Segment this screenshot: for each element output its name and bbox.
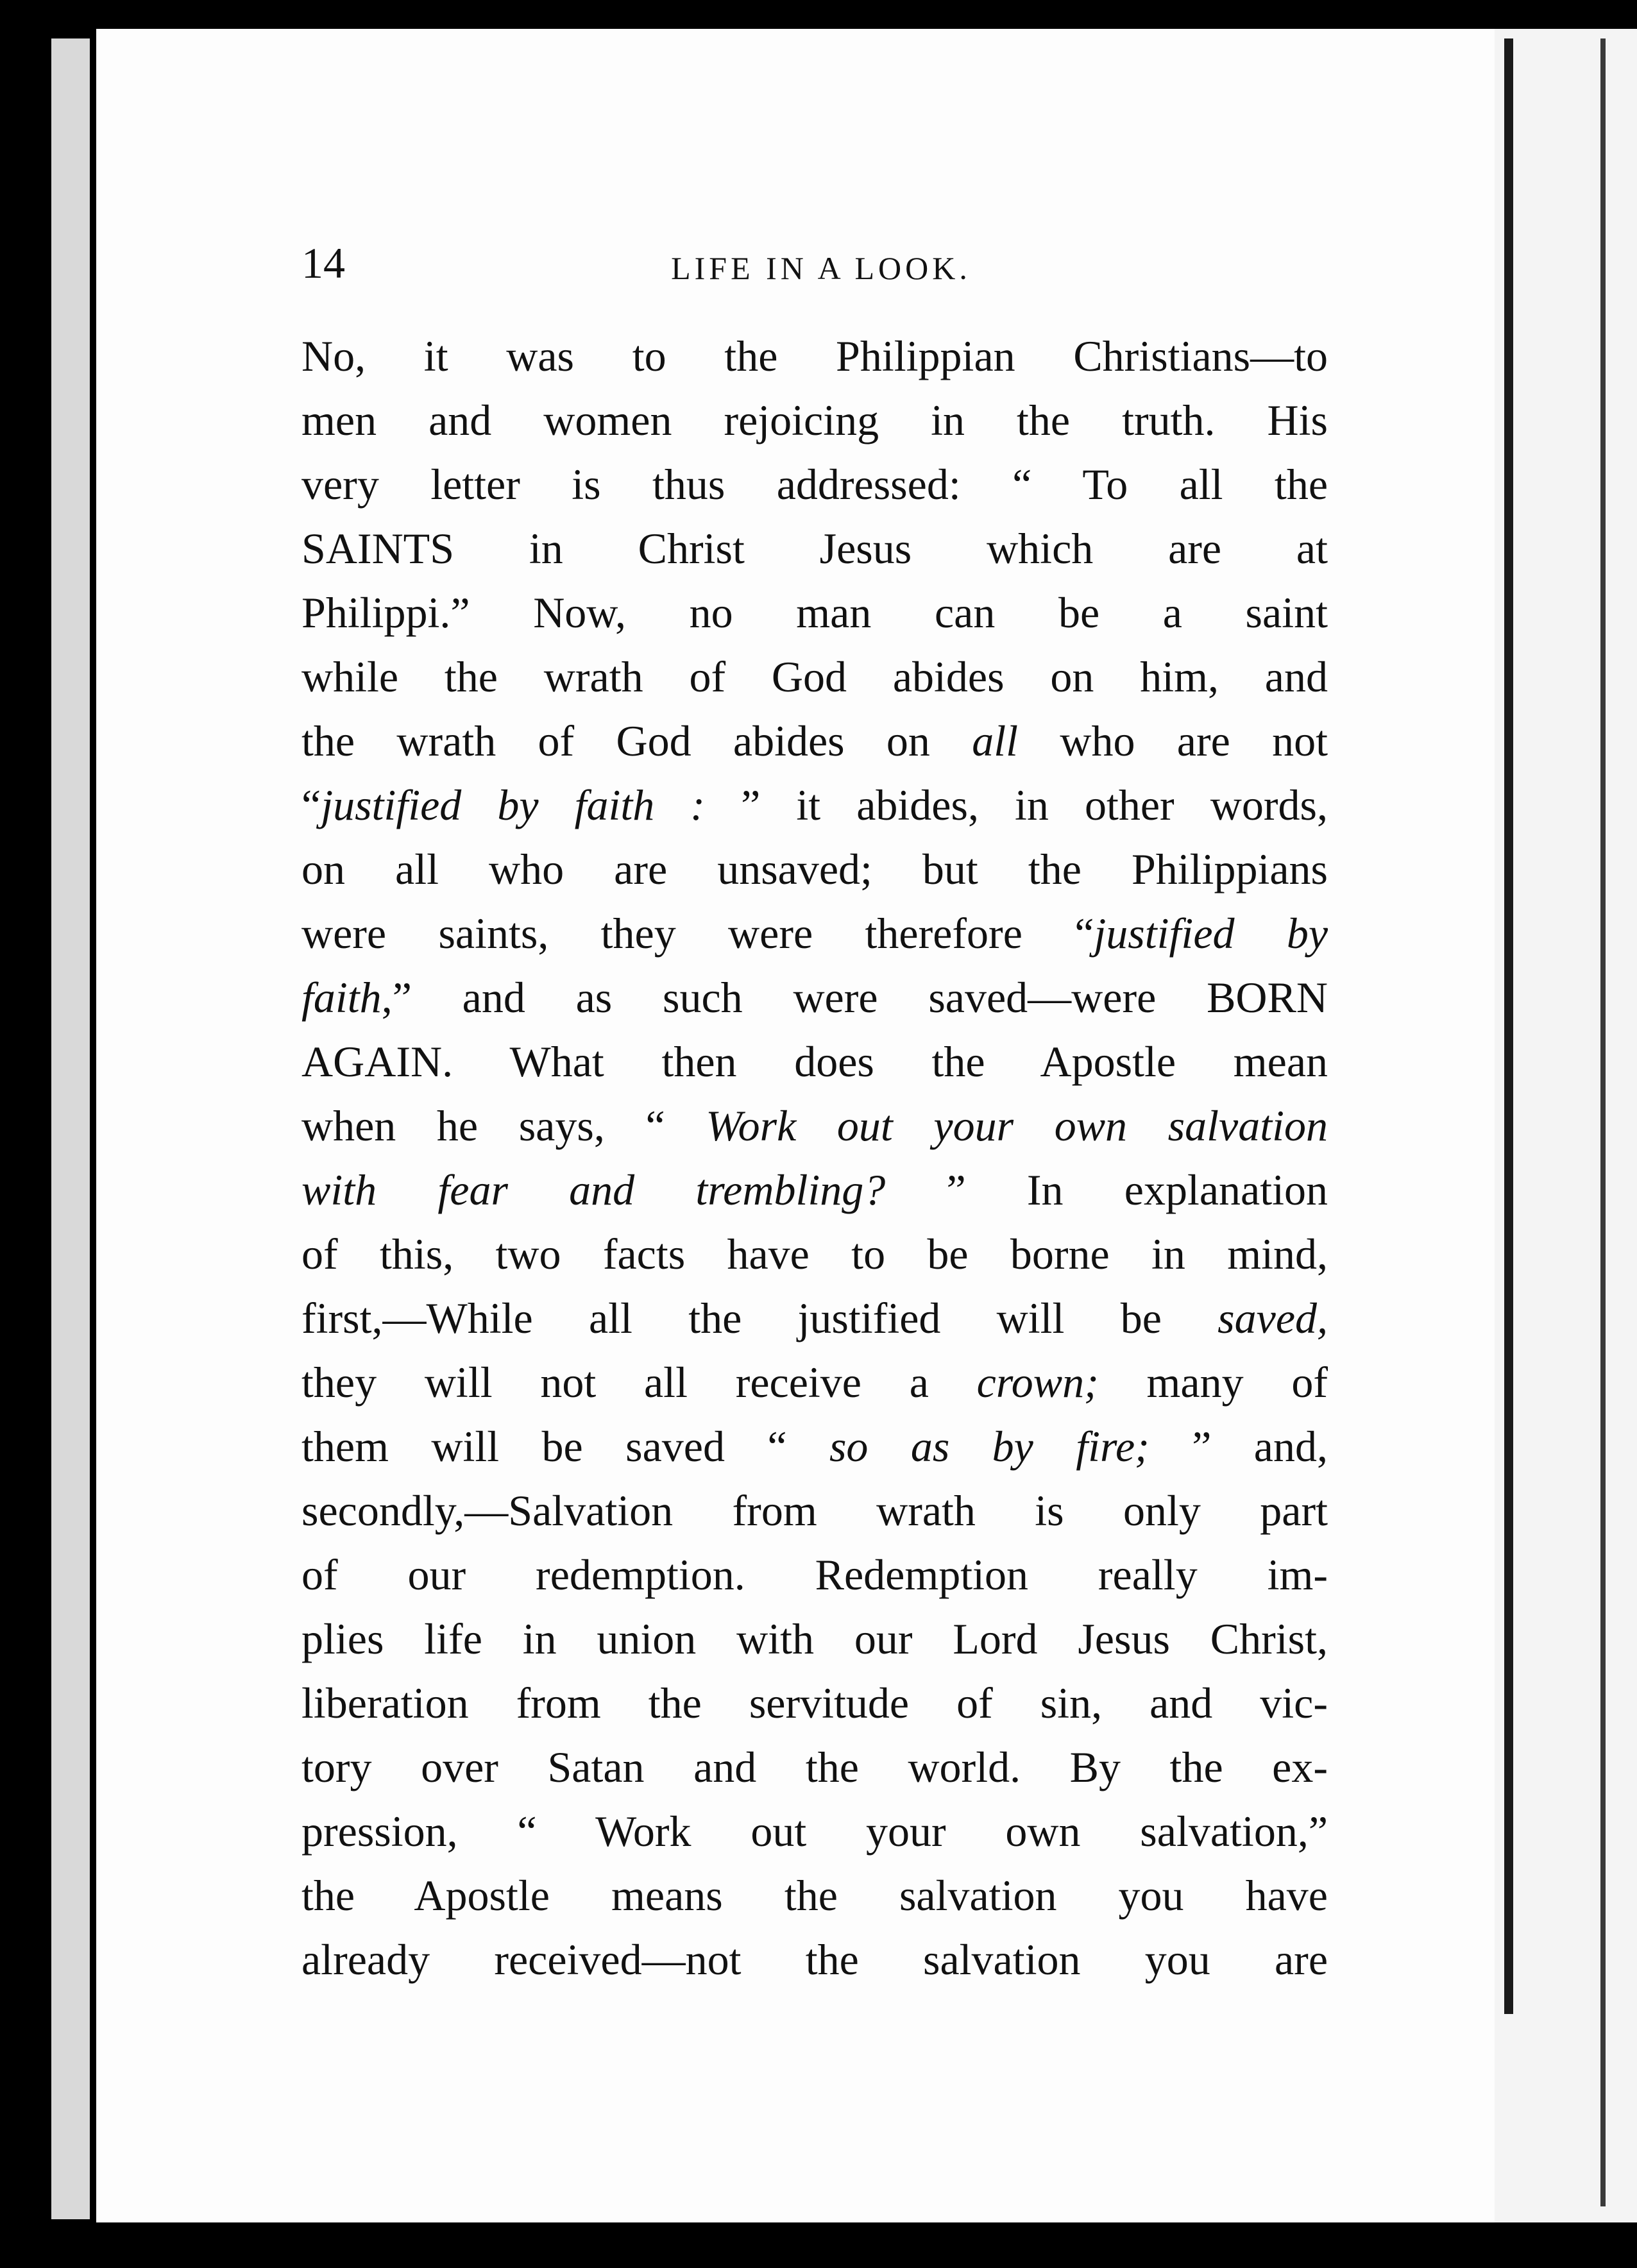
italic-text: faith bbox=[301, 973, 382, 1022]
text-segment: the Apostle means the salvation you have bbox=[301, 1871, 1328, 1920]
text-line bbox=[301, 709, 1328, 773]
text-line bbox=[301, 516, 1328, 580]
italic-text: Work out your own salvation bbox=[706, 1101, 1328, 1150]
text-line bbox=[301, 1286, 1328, 1350]
text-segment: of our redemption. Redemption really im- bbox=[301, 1550, 1328, 1599]
text-segment: ” it abides, in other words, bbox=[705, 781, 1328, 829]
italic-text: with fear and trembling? bbox=[301, 1165, 886, 1214]
body-text bbox=[301, 324, 1328, 1992]
text-line bbox=[301, 580, 1328, 645]
italic-text: justified by faith : bbox=[321, 781, 706, 829]
text-line bbox=[301, 837, 1328, 901]
scan-edge-line bbox=[1600, 38, 1606, 2206]
binding-shadow-line bbox=[1504, 38, 1513, 2014]
text-line bbox=[301, 1094, 1328, 1158]
text-segment: AGAIN. What then does the Apostle mean bbox=[301, 1037, 1328, 1086]
text-segment: liberation from the servitude of sin, and vic- bbox=[301, 1679, 1328, 1727]
text-line bbox=[301, 1222, 1328, 1286]
text-segment: were saints, they were therefore “ bbox=[301, 909, 1094, 958]
text-segment: of this, two facts have to be borne in mind, bbox=[301, 1230, 1328, 1278]
text-segment: SAINTS in Christ Jesus which are at bbox=[301, 524, 1328, 573]
page-right-edge bbox=[1495, 29, 1637, 2222]
text-line bbox=[301, 324, 1328, 388]
text-line bbox=[301, 1863, 1328, 1927]
text-line bbox=[301, 1735, 1328, 1799]
text-segment: when he says, “ bbox=[301, 1101, 706, 1150]
italic-text: so as by fire; bbox=[829, 1422, 1149, 1471]
text-segment: Philippi.” Now, no man can be a saint bbox=[301, 588, 1328, 637]
page-number: 14 bbox=[301, 239, 345, 287]
text-segment: “ bbox=[301, 781, 321, 829]
text-line bbox=[301, 388, 1328, 452]
text-segment: while the wrath of God abides on him, and bbox=[301, 652, 1328, 701]
text-line bbox=[301, 1799, 1328, 1863]
text-line bbox=[301, 1478, 1328, 1543]
text-line bbox=[301, 1607, 1328, 1671]
text-segment: who are not bbox=[1018, 716, 1328, 765]
text-line bbox=[301, 1543, 1328, 1607]
text-segment: plies life in union with our Lord Jesus Christ, bbox=[301, 1614, 1328, 1663]
text-segment: ,” and as such were saved—were BORN bbox=[381, 973, 1328, 1022]
text-segment: on all who are unsaved; but the Philippians bbox=[301, 845, 1328, 893]
text-line bbox=[301, 1671, 1328, 1735]
text-line bbox=[301, 452, 1328, 516]
text-segment: secondly,—Salvation from wrath is only part bbox=[301, 1486, 1328, 1535]
text-line bbox=[301, 1029, 1328, 1094]
text-segment: many of bbox=[1098, 1358, 1328, 1407]
text-segment: the wrath of God abides on bbox=[301, 716, 972, 765]
text-segment: No, it was to the Philippian Christians—to bbox=[301, 332, 1328, 380]
text-segment: pression, “ Work out your own salvation,” bbox=[301, 1807, 1328, 1856]
text-segment: ” and, bbox=[1149, 1422, 1328, 1471]
text-line bbox=[301, 1158, 1328, 1222]
text-segment: they will not all receive a bbox=[301, 1358, 977, 1407]
text-line bbox=[301, 645, 1328, 709]
text-line bbox=[301, 965, 1328, 1029]
text-segment: very letter is thus addressed: “ To all the bbox=[301, 460, 1328, 509]
text-segment: ” In explanation bbox=[885, 1165, 1328, 1214]
text-line bbox=[301, 1414, 1328, 1478]
text-segment: tory over Satan and the world. By the ex- bbox=[301, 1743, 1328, 1791]
scan-left-margin bbox=[51, 38, 90, 2219]
italic-text: justified by bbox=[1094, 909, 1328, 958]
text-segment: men and women rejoicing in the truth. His bbox=[301, 396, 1328, 444]
running-title: LIFE IN A LOOK. bbox=[671, 250, 971, 286]
text-line bbox=[301, 901, 1328, 965]
text-segment: them will be saved “ bbox=[301, 1422, 829, 1471]
text-line bbox=[301, 1350, 1328, 1414]
text-segment: first,—While all the justified will be bbox=[301, 1294, 1218, 1342]
text-line bbox=[301, 773, 1328, 837]
text-segment: already received—not the salvation you are bbox=[301, 1935, 1328, 1984]
page-header bbox=[301, 231, 1341, 301]
italic-text: crown; bbox=[976, 1358, 1099, 1407]
text-line bbox=[301, 1927, 1328, 1992]
italic-text: all bbox=[972, 716, 1019, 765]
italic-text: saved, bbox=[1217, 1294, 1328, 1342]
